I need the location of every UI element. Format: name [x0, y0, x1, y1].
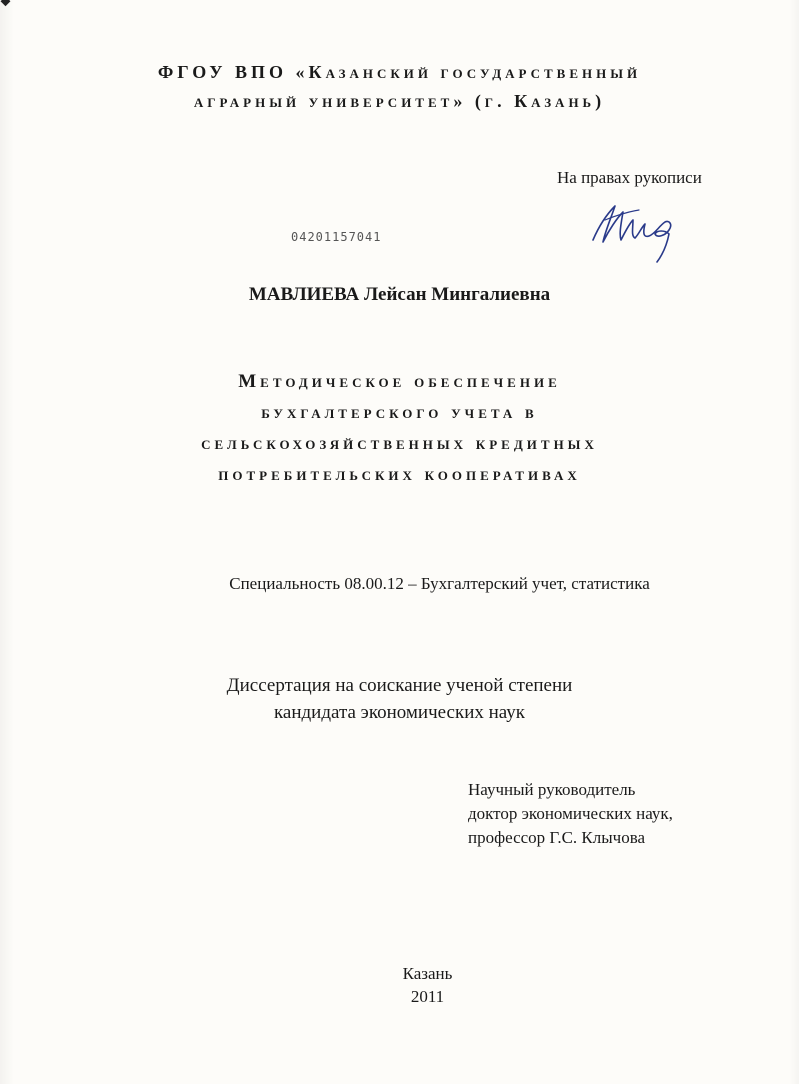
title-line-4: потребительских кооперативах [218, 464, 581, 485]
degree-line-2: кандидата экономических наук [273, 702, 526, 723]
title-line-1: Методическое обеспечение [238, 371, 561, 392]
dissertation-title [0, 366, 799, 490]
title-line-3: сельскохозяйственных кредитных [201, 433, 598, 454]
scan-corner-mark [1, 0, 11, 6]
handwritten-signature [585, 196, 685, 268]
supervisor-line-1: Научный руководитель [468, 780, 636, 799]
manuscript-rights-note: На правах рукописи [557, 168, 702, 187]
degree-statement [0, 672, 799, 726]
institution-header [0, 58, 799, 116]
specialty-text: Специальность 08.00.12 – Бухгалтерский учет, статистика [229, 574, 650, 593]
degree-line-1: Диссертация на соискание ученой степени [226, 675, 573, 696]
supervisor-line-2: доктор экономических наук, [468, 804, 673, 823]
city: Казань [402, 964, 453, 983]
registration-code: 04201157041 [291, 230, 382, 244]
supervisor-block [468, 778, 673, 850]
year: 2011 [410, 987, 445, 1006]
supervisor-line-3: профессор Г.С. Клычова [468, 828, 646, 847]
institution-line-2: аграрный университет» (г. Казань) [193, 91, 606, 111]
title-line-2: бухгалтерского учета в [261, 402, 538, 423]
institution-line-1: ФГОУ ВПО «Казанский государственный [157, 62, 642, 82]
author-name: МАВЛИЕВА Лейсан Мингалиевна [248, 284, 551, 305]
city-year-block [0, 962, 799, 1008]
specialty-line [0, 574, 799, 594]
